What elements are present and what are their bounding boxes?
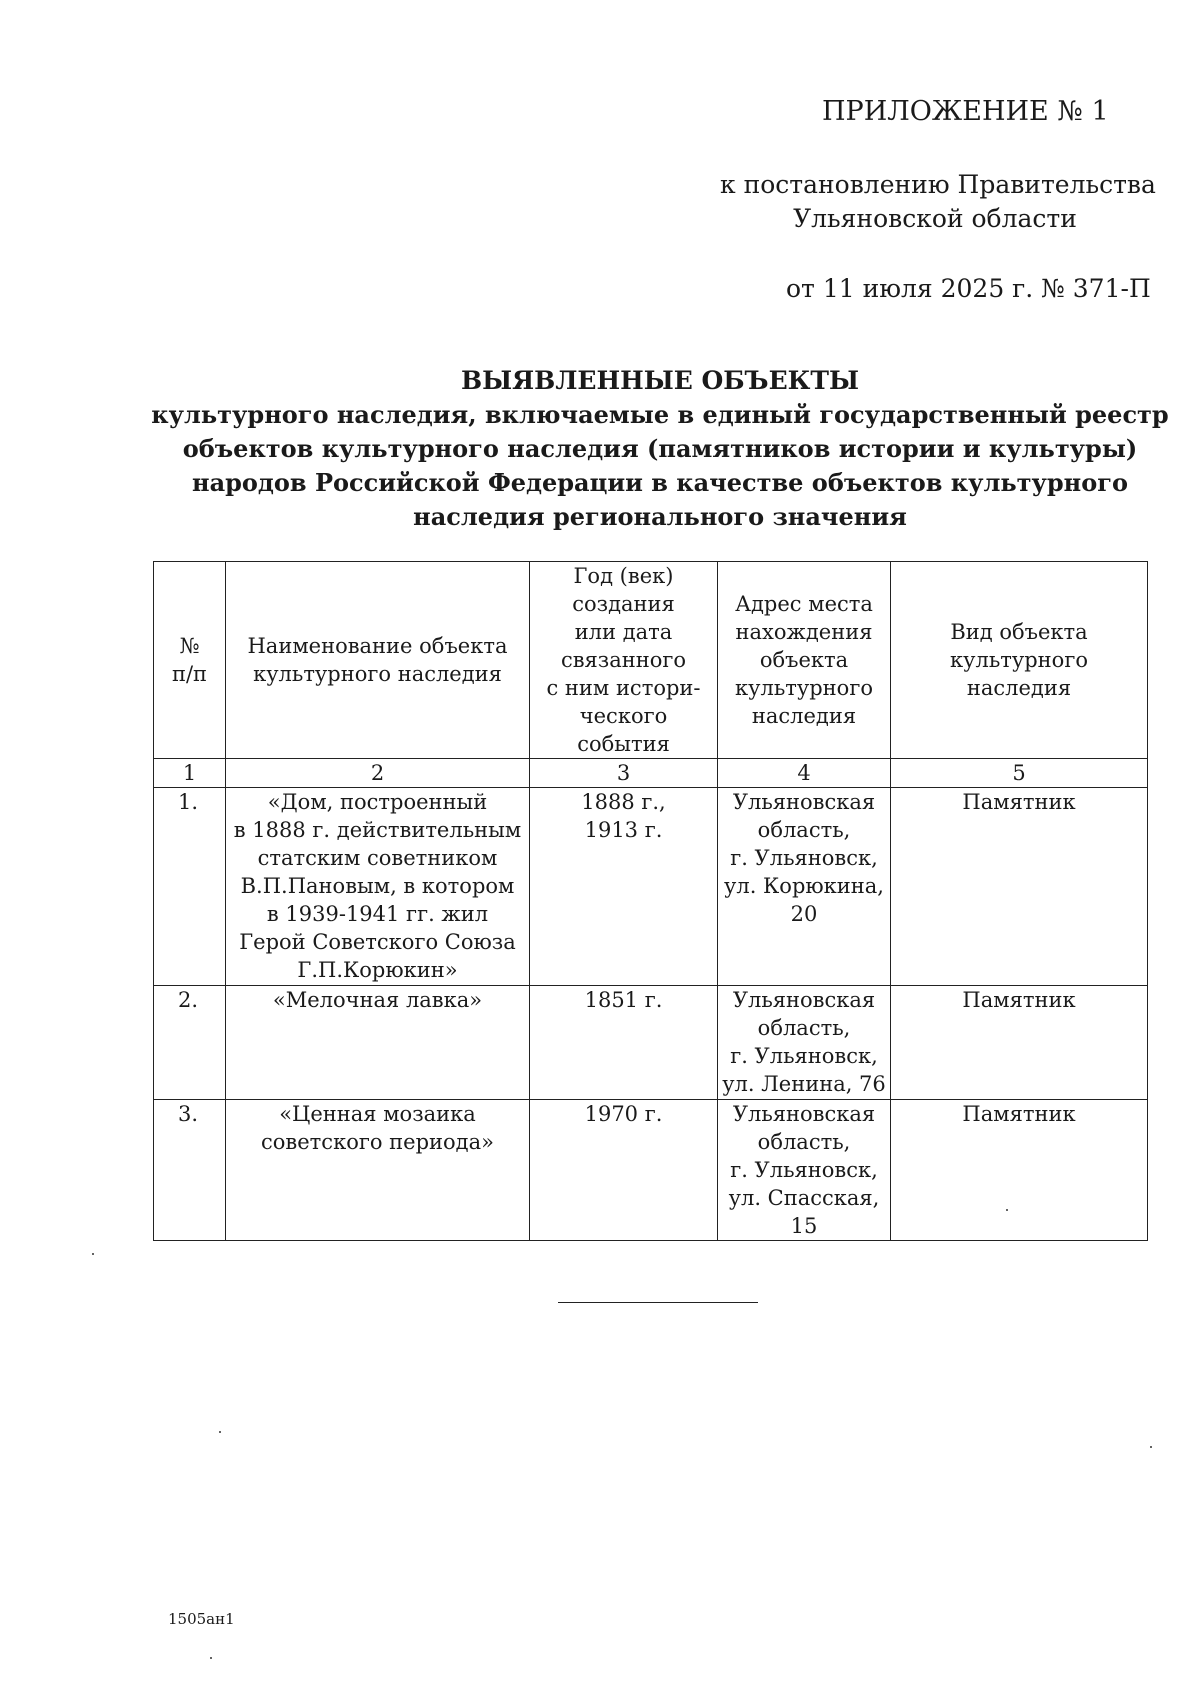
header-type: Вид объекта культурного наследия: [891, 562, 1148, 759]
object-address: Ульяновская область, г. Ульяновск, ул. Ленина, 76: [718, 986, 891, 1100]
object-year: 1970 г.: [530, 1100, 718, 1241]
decree-reference: [720, 168, 1156, 236]
column-number: 4: [718, 759, 891, 788]
object-name: «Дом, построенный в 1888 г. действительным статским советником В.П.Пановым, в котором в 1939-1941 гг. жил Герой Советского Союза Г.П.Корюкин»: [226, 788, 530, 986]
header-address: Адрес места нахождения объекта культурного наследия: [718, 562, 891, 759]
object-name: «Ценная мозаика советского периода»: [226, 1100, 530, 1241]
header-number: № п/п: [154, 562, 226, 759]
table-header-row: [154, 562, 1148, 759]
title-line-3: объектов культурного наследия (памятников истории и культуры): [182, 434, 1138, 463]
heritage-objects-table: [153, 561, 1148, 1241]
object-year: 1851 г.: [530, 986, 718, 1100]
title-line-4: народов Российской Федерации в качестве объектов культурного: [192, 468, 1128, 497]
header-year: Год (век) создания или дата связанного с ним истори- ческого события: [530, 562, 718, 759]
table-row: [154, 1100, 1148, 1241]
scan-speck: [1006, 1209, 1008, 1211]
appendix-label: ПРИЛОЖЕНИЕ № 1: [822, 96, 1109, 127]
column-number: 1: [154, 759, 226, 788]
title-line-5: наследия регионального значения: [413, 502, 907, 531]
column-number: 5: [891, 759, 1148, 788]
object-name: «Мелочная лавка»: [226, 986, 530, 1100]
decree-date: от 11 июля 2025 г. № 371-П: [786, 274, 1151, 303]
table-row: [154, 986, 1148, 1100]
object-type: Памятник: [891, 1100, 1148, 1241]
object-year: 1888 г., 1913 г.: [530, 788, 718, 986]
header-name: Наименование объекта культурного наследия: [226, 562, 530, 759]
decree-line-1: к постановлению Правительства: [720, 170, 1156, 199]
object-type: Памятник: [891, 788, 1148, 986]
end-divider-line: [558, 1302, 758, 1303]
document-title: [140, 364, 1180, 534]
object-address: Ульяновская область, г. Ульяновск, ул. Спасская, 15: [718, 1100, 891, 1241]
table-row: [154, 788, 1148, 986]
decree-line-2: Ульяновской области: [793, 204, 1077, 233]
column-number: 3: [530, 759, 718, 788]
scan-speck: [1150, 1446, 1152, 1448]
document-code: 1505ан1: [168, 1610, 235, 1628]
title-line-1: ВЫЯВЛЕННЫЕ ОБЪЕКТЫ: [460, 366, 860, 395]
title-line-2: культурного наследия, включаемые в единый государственный реестр: [151, 400, 1169, 429]
row-number: 1.: [154, 788, 226, 986]
scan-speck: [210, 1657, 212, 1659]
row-number: 3.: [154, 1100, 226, 1241]
column-number: 2: [226, 759, 530, 788]
scan-speck: [219, 1431, 221, 1433]
scan-speck: [92, 1253, 94, 1255]
row-number: 2.: [154, 986, 226, 1100]
column-number-row: [154, 759, 1148, 788]
object-address: Ульяновская область, г. Ульяновск, ул. Корюкина, 20: [718, 788, 891, 986]
object-type: Памятник: [891, 986, 1148, 1100]
